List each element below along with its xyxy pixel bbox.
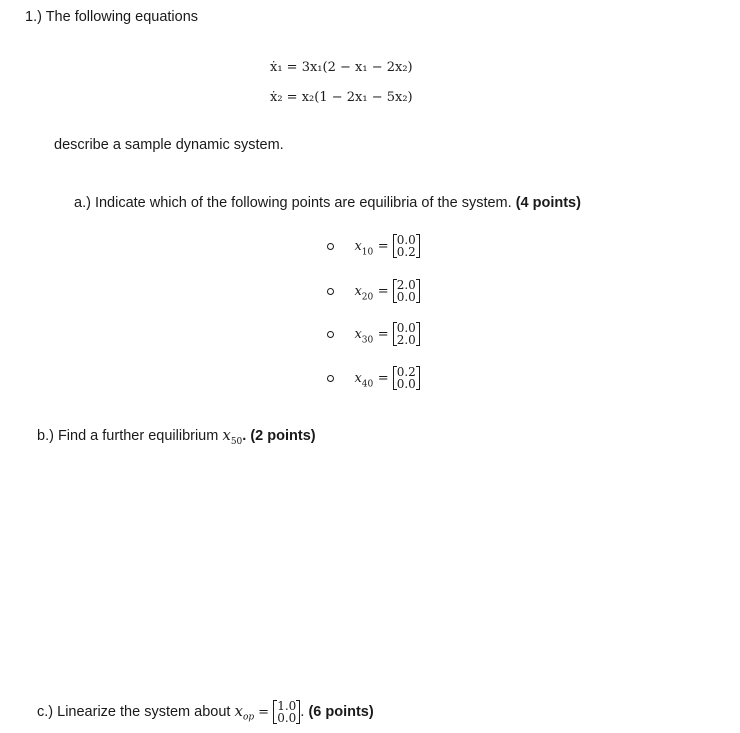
part-b-var: x xyxy=(222,426,231,444)
part-b-points: (2 points) xyxy=(250,428,316,444)
option-3-top: 0.0 xyxy=(396,321,416,335)
option-1-vector xyxy=(393,234,420,258)
equation-1: ẋ₁ = 3x₁(2 − x₁ − 2x₂) xyxy=(270,60,413,75)
question-heading: 1.) The following equations xyxy=(25,9,199,25)
part-b-dot: . xyxy=(242,428,247,444)
part-a-points: (4 points) xyxy=(515,195,581,211)
part-c-points: (6 points) xyxy=(308,703,374,720)
option-3-var: x xyxy=(354,327,362,343)
option-2-top: 2.0 xyxy=(396,278,416,292)
radio-bullet-icon[interactable] xyxy=(327,375,334,382)
equals-sign: = xyxy=(377,371,393,387)
radio-bullet-icon[interactable] xyxy=(327,243,334,250)
part-b-sub: 50 xyxy=(230,436,243,447)
part-a-prompt xyxy=(74,195,581,211)
equals-sign: = xyxy=(377,327,393,343)
option-4-bottom: 0.0 xyxy=(396,377,416,391)
option-2-sub: 20 xyxy=(361,292,374,303)
option-3[interactable] xyxy=(327,322,420,346)
option-1-sub: 10 xyxy=(361,247,374,258)
radio-bullet-icon[interactable] xyxy=(327,288,334,295)
part-a-text: a.) Indicate which of the following points are equilibria of the system. xyxy=(74,195,512,211)
option-2-var: x xyxy=(354,284,362,300)
part-c-text: c.) Linearize the system about xyxy=(37,703,231,720)
option-3-vector xyxy=(393,322,420,346)
part-c-bottom: 0.0 xyxy=(277,711,297,725)
option-4[interactable] xyxy=(327,366,420,390)
part-c-vector xyxy=(273,700,300,724)
option-4-top: 0.2 xyxy=(396,365,416,379)
option-4-sub: 40 xyxy=(361,379,374,390)
equals-sign: = xyxy=(377,239,393,255)
option-2[interactable] xyxy=(327,279,420,303)
option-2-vector xyxy=(393,279,420,303)
option-4-vector xyxy=(393,366,420,390)
part-c-sub: op xyxy=(242,712,255,723)
equation-2: ẋ₂ = x₂(1 − 2x₁ − 5x₂) xyxy=(270,90,413,105)
option-1-top: 0.0 xyxy=(396,233,416,247)
part-c-top: 1.0 xyxy=(277,699,297,713)
part-b-prompt xyxy=(37,426,316,447)
option-3-sub: 30 xyxy=(361,335,374,346)
option-4-var: x xyxy=(354,371,362,387)
radio-bullet-icon[interactable] xyxy=(327,331,334,338)
part-b-text: b.) Find a further equilibrium xyxy=(37,428,219,444)
option-2-bottom: 0.0 xyxy=(396,290,416,304)
part-c-var: x xyxy=(234,701,243,720)
equals-sign: = xyxy=(377,284,393,300)
part-c-dot: . xyxy=(300,704,305,720)
option-1[interactable] xyxy=(327,234,420,258)
describe-text: describe a sample dynamic system. xyxy=(54,137,284,153)
part-c-prompt xyxy=(37,700,374,724)
option-3-bottom: 2.0 xyxy=(396,333,416,347)
option-1-var: x xyxy=(354,239,362,255)
equals-sign: = xyxy=(258,704,274,720)
option-1-bottom: 0.2 xyxy=(396,245,416,259)
